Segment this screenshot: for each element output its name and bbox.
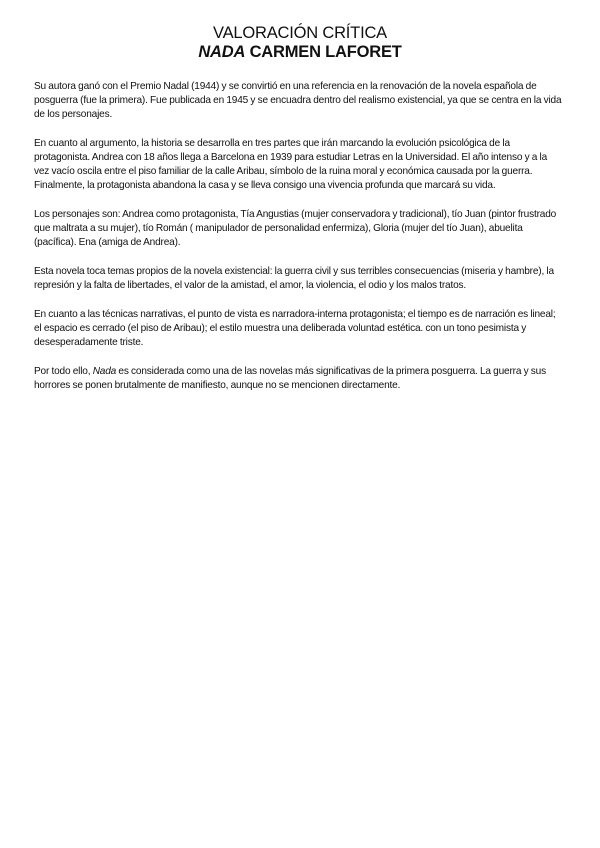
conclusion-text: es considerada como una de las novelas más significativas de la primera posguerra. La guerra y sus horrores se ponen brutalmente de manifiesto, aunque no se mencionen directamente.	[34, 366, 546, 391]
conclusion-work-title: Nada	[92, 366, 117, 377]
paragraph-author: Su autora ganó con el Premio Nadal (1944) y se convirtió en una referencia en la renovación de la novela española de posguerra (fue la primera). Fue publicada en 1945 y se encuadra dentro del realismo existencial, ya que se centra en la vida de los personajes.	[34, 81, 562, 120]
title-author: CARMEN LAFORET	[249, 43, 402, 61]
title-subheading	[0, 43, 600, 62]
title-work: NADA	[198, 43, 246, 61]
paragraph-techniques: En cuanto a las técnicas narrativas, el punto de vista es narradora-interna protagonista; el tiempo es de narración es lineal; el espacio es cerrado (el piso de Aribau); el estilo muestra una deliberada voluntad estética. con un tono pesimista y desesperadamente triste.	[34, 309, 556, 348]
document-body	[34, 80, 564, 408]
conclusion-intro: Por todo ello,	[34, 366, 93, 377]
paragraph-plot: En cuanto al argumento, la historia se desarrolla en tres partes que irán marcando la evolución psicológica de la protagonista. Andrea con 18 años llega a Barcelona en 1939 para estudiar Letras en la Universidad. El año intenso y a la vez vacío oscila entre el piso familiar de la calle Aribau, símbolo de la ruina moral y económica causada por la guerra. Finalmente, la protagonista abandona la casa y se lleva consigo una vivencia profunda que marcará su vida.	[34, 138, 548, 191]
paragraph-conclusion	[34, 365, 564, 393]
document-title	[0, 24, 600, 62]
title-heading: VALORACIÓN CRÍTICA	[213, 24, 387, 42]
paragraph-characters: Los personajes son: Andrea como protagonista, Tía Angustias (mujer conservadora y tradicional), tío Juan (pintor frustrado que maltrata a su mujer), tío Román ( manipulador de personalidad enfermiza), Gloria (mujer del tío Juan), abuelita (pacífica). Ena (amiga de Andrea).	[34, 209, 557, 248]
paragraph-themes: Esta novela toca temas propios de la novela existencial: la guerra civil y sus terribles consecuencias (miseria y hambre), la represión y la falta de libertades, el valor de la amistad, el amor, la violencia, el odio y los malos tratos.	[34, 266, 554, 291]
